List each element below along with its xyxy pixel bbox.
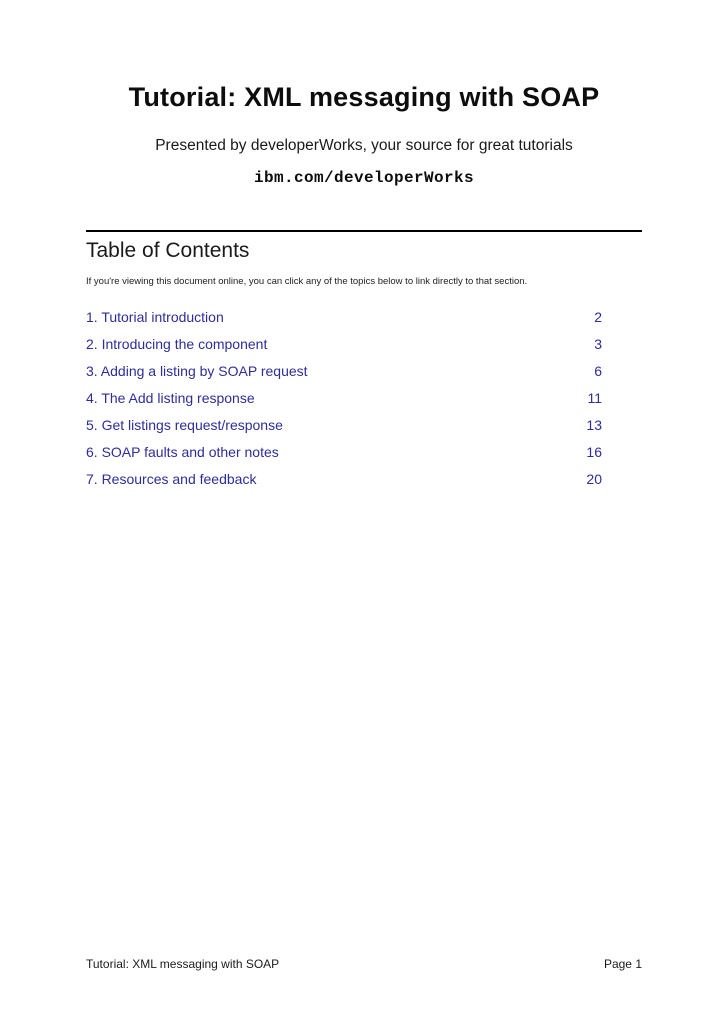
toc-entry-page: 20 bbox=[586, 471, 602, 487]
toc-entry-5[interactable] bbox=[86, 412, 606, 439]
toc-entry-label: 5. Get listings request/response bbox=[86, 417, 283, 433]
toc-entry-page: 16 bbox=[586, 444, 602, 460]
footer-document-title: Tutorial: XML messaging with SOAP bbox=[86, 957, 280, 971]
toc-entry-3[interactable] bbox=[86, 358, 606, 385]
toc-entry-4[interactable] bbox=[86, 385, 606, 412]
toc-entry-6[interactable] bbox=[86, 439, 606, 466]
toc-entry-page: 11 bbox=[587, 390, 602, 406]
page-footer bbox=[86, 957, 642, 971]
toc-heading: Table of Contents bbox=[86, 239, 250, 262]
toc-entry-page: 6 bbox=[594, 363, 602, 379]
toc-entry-2[interactable] bbox=[86, 331, 606, 358]
site-link[interactable]: ibm.com/developerWorks bbox=[253, 169, 475, 187]
content-divider bbox=[86, 230, 642, 232]
footer-page-number: Page 1 bbox=[603, 957, 642, 971]
toc-entry-page: 2 bbox=[594, 309, 602, 325]
toc-entry-label: 2. Introducing the component bbox=[86, 336, 268, 352]
toc-list bbox=[86, 304, 606, 493]
toc-entry-label: 1. Tutorial introduction bbox=[86, 309, 224, 325]
document-title: Tutorial: XML messaging with SOAP bbox=[128, 82, 600, 112]
document-subtitle: Presented by developerWorks, your source for great tutorials bbox=[155, 137, 573, 154]
toc-entry-label: 6. SOAP faults and other notes bbox=[86, 444, 279, 460]
toc-entry-page: 3 bbox=[594, 336, 602, 352]
toc-entry-page: 13 bbox=[586, 417, 602, 433]
toc-entry-label: 3. Adding a listing by SOAP request bbox=[86, 363, 308, 379]
toc-entry-7[interactable] bbox=[86, 466, 606, 493]
toc-entry-label: 7. Resources and feedback bbox=[86, 471, 257, 487]
toc-note: If you're viewing this document online, you can click any of the topics below to link directly to that section. bbox=[86, 276, 528, 287]
toc-entry-1[interactable] bbox=[86, 304, 606, 331]
toc-entry-label: 4. The Add listing response bbox=[86, 390, 255, 406]
